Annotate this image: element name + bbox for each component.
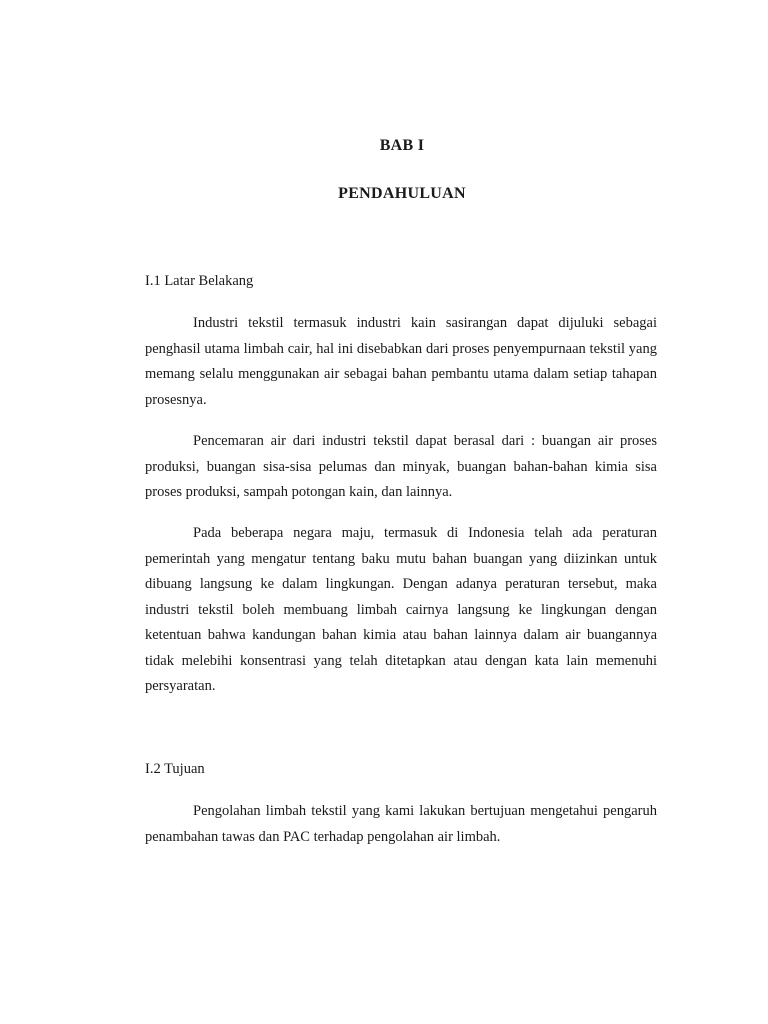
paragraph-latar-belakang-3: Pada beberapa negara maju, termasuk di Indonesia telah ada peraturan pemerintah yang mengatur tentang baku mutu bahan buangan yang diizinkan untuk dibuang langsung ke dalam lingkungan. Dengan adanya peraturan tersebut, maka industri tekstil boleh membuang limbah cairnya langsung ke lingkungan dengan ketentuan bahwa kandungan bahan kimia atau bahan lainnya dalam air buangannya tidak melebihi konsentrasi yang telah ditetapkan atau dengan kata lain memenuhi persyaratan. — [145, 525, 657, 694]
chapter-number: BAB I — [379, 137, 425, 154]
paragraph-latar-belakang-1: Industri tekstil termasuk industri kain sasirangan dapat dijuluki sebagai penghasil utama limbah cair, hal ini disebabkan dari proses penyempurnaan tekstil yang memang selalu menggunakan air sebagai bahan pembantu utama dalam setiap tahapan prosesnya. — [145, 315, 657, 408]
paragraph-tujuan-1: Pengolahan limbah tekstil yang kami lakukan bertujuan mengetahui pengaruh penambahan tawas dan PAC terhadap pengolahan air limbah. — [145, 803, 657, 845]
section-heading-tujuan: I.2 Tujuan — [145, 761, 205, 777]
paragraph-latar-belakang-2: Pencemaran air dari industri tekstil dapat berasal dari : buangan air proses produksi, buangan sisa-sisa pelumas dan minyak, buangan bahan-bahan kimia sisa proses produksi, sampah potongan kain, dan lainnya. — [145, 433, 657, 500]
section-heading-latar-belakang: I.1 Latar Belakang — [145, 273, 254, 289]
chapter-title: PENDAHULUAN — [338, 185, 466, 202]
